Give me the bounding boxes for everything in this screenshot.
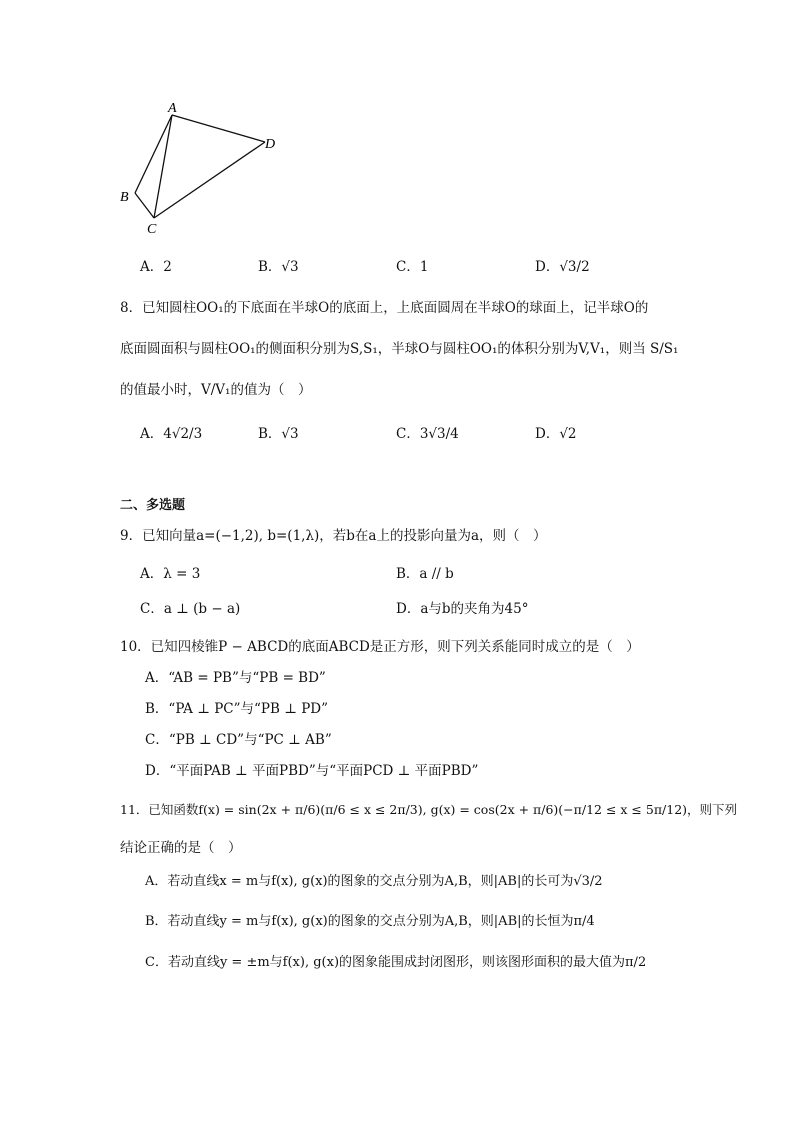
edge-cd (154, 142, 265, 218)
q9-option-d[interactable]: D．a与b的夹角为45° (396, 601, 529, 617)
edge-ad (172, 115, 265, 142)
label-a: A (168, 101, 177, 116)
q11-option-b[interactable]: B．若动直线y = m与f(x), g(x)的图象的交点分别为A,B，则|AB|的长恒为π/4 (145, 914, 595, 929)
triangle-figure (110, 95, 290, 240)
q7-option-a[interactable]: A．2 (140, 259, 172, 275)
q11-stem-2: 结论正确的是（ ） (120, 840, 242, 856)
q9-stem: 9．已知向量a=(−1,2), b=(1,λ)，若b在a上的投影向量为a，则（ ） (120, 528, 547, 544)
q9-option-c[interactable]: C．a ⊥ (b − a) (140, 601, 241, 617)
label-b: B (120, 190, 129, 205)
q8-line-2: 底面圆面积与圆柱OO₁的侧面积分别为S,S₁，半球O与圆柱OO₁的体积分别为V,V₁，则当 S/S₁ (120, 341, 679, 357)
q11-stem: 11．已知函数f(x) = sin(2x + π/6)(π/6 ≤ x ≤ 2π/3), g(x) = cos(2x + π/6)(−π/12 ≤ x ≤ 5π/12)，则下列 (120, 802, 738, 817)
q7-option-d[interactable]: D．√3/2 (535, 259, 590, 275)
q10-option-d[interactable]: D．“平面PAB ⊥ 平面PBD”与“平面PCD ⊥ 平面PBD” (145, 763, 479, 779)
q11-option-c[interactable]: C．若动直线y = ±m与f(x), g(x)的图象能围成封闭图形，则该图形面积的最大值为π/2 (145, 955, 647, 970)
q10-option-a[interactable]: A．“AB = PB”与“PB = BD” (145, 670, 326, 686)
q9-option-a[interactable]: A．λ = 3 (140, 566, 201, 582)
q11-option-a[interactable]: A．若动直线x = m与f(x), g(x)的图象的交点分别为A,B，则|AB|的长可为√3/2 (145, 874, 603, 889)
q10-option-c[interactable]: C．“PB ⊥ CD”与“PC ⊥ AB” (145, 732, 332, 748)
section-title: 二、多选题 (120, 498, 186, 513)
edge-ab (135, 115, 172, 193)
q8-option-c[interactable]: C．3√3/4 (396, 426, 459, 442)
q8-option-a[interactable]: A．4√2/3 (140, 426, 203, 442)
q8-option-b[interactable]: B．√3 (258, 426, 299, 442)
label-c: C (147, 222, 157, 237)
q10-stem: 10．已知四棱锥P − ABCD的底面ABCD是正方形，则下列关系能同时成立的是（ ） (120, 639, 640, 655)
q8-line-3: 的值最小时，V/V₁的值为（ ） (120, 382, 312, 398)
q9-option-b[interactable]: B．a // b (396, 566, 454, 582)
edge-bc (135, 193, 154, 218)
label-d: D (265, 137, 276, 152)
q8-line-1: 8．已知圆柱OO₁的下底面在半球O的底面上，上底面圆周在半球O的球面上，记半球O的 (120, 300, 649, 316)
q7-option-c[interactable]: C．1 (396, 259, 429, 275)
q8-option-d[interactable]: D．√2 (535, 426, 577, 442)
q7-option-b[interactable]: B．√3 (258, 259, 299, 275)
edge-ac (154, 115, 172, 218)
q10-option-b[interactable]: B．“PA ⊥ PC”与“PB ⊥ PD” (145, 701, 329, 717)
